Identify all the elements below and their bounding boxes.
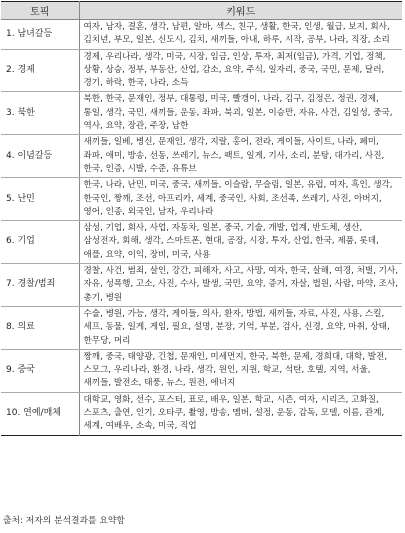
topic-cell: 7. 경찰/범죄 xyxy=(1,264,79,307)
keywords-cell: 새끼들, 일베, 병신, 문재인, 생각, 지랄, 홍어, 전라, 게이들, 사이트, 나라, 페미, 좌파, 애미, 방송, 선동, 쓰레기, 뉴스, 팩트, 일게, 기사, 소리, 분탕, 대가리, 사진, 한국, 인증, 시발, 수준, 유튜브 xyxy=(79,135,402,178)
keywords-cell: 삼성, 기업, 회사, 사업, 자동차, 일본, 중국, 기술, 개발, 업계, 반도체, 생산, 삼성전자, 회해, 생각, 스마트폰, 현대, 공장, 시장, 투자, 산업, 한국, 제품, 롯데, 애플, 요약, 이익, 장비, 미국, 사용 xyxy=(79,221,402,264)
table-row xyxy=(1,178,402,221)
table-row xyxy=(1,135,402,178)
keywords-cell: 한국, 나라, 난민, 미국, 중국, 새끼들, 이슬람, 무슬림, 일본, 유럽, 여자, 흑인, 생각, 한국인, 짱깨, 조선, 아프리카, 세계, 중국인, 사회, 조선족, 쓰레기, 사진, 아버지, 영어, 인종, 외국인, 남자, 우리나라 xyxy=(79,178,402,221)
table-row xyxy=(1,92,402,135)
keywords-cell: 북한, 한국, 문재인, 정부, 대통령, 미국, 빨갱이, 나라, 김구, 김정은, 정권, 경제, 통일, 생각, 국민, 새끼들, 운동, 좌파, 북괴, 일본, 이승만, 자유, 사건, 김일성, 중국, 역사, 요약, 장관, 주장, 남한 xyxy=(79,92,402,135)
header-topic: 토픽 xyxy=(1,2,79,20)
keywords-cell: 경찰, 사건, 범죄, 살인, 강간, 피해자, 사고, 사망, 여자, 한국, 살해, 여경, 처벌, 기사, 자유, 성폭행, 고소, 사진, 수사, 발생, 국민, 요약, 증거, 자살, 법원, 사람, 마약, 조사, 총기, 병원 xyxy=(79,264,402,307)
keywords-cell: 경제, 우리나라, 생각, 미국, 시장, 임금, 인상, 투자, 최저(임금), 가격, 기업, 정책, 상황, 상승, 정부, 부동산, 산업, 감소, 요약, 주식, 일자리, 중국, 국민, 문제, 달러, 경기, 하락, 한국, 나라, 소득 xyxy=(79,49,402,92)
topic-cell: 5. 난민 xyxy=(1,178,79,221)
topic-cell: 1. 남녀갈등 xyxy=(1,20,79,50)
keywords-cell: 수술, 병원, 가능, 생각, 게이들, 의사, 환자, 방법, 새끼들, 자료, 사진, 사용, 스킬, 세프, 동물, 일게, 게임, 필요, 설명, 분장, 기억, 부분, 검사, 신경, 요약, 마취, 상태, 한무당, 머리 xyxy=(79,306,402,349)
table-row xyxy=(1,306,402,349)
keywords-cell: 대학교, 영화, 선수, 포스터, 표로, 배우, 일본, 학교, 시즌, 여자, 시리즈, 고화질, 스포츠, 출연, 인기, 오타쿠, 촬영, 방송, 멤버, 설정, 운동, 감독, 모델, 이름, 관계, 세계, 여배우, 소속, 미국, 직업 xyxy=(83,394,385,432)
table-row xyxy=(1,20,402,50)
topic-cell: 3. 북한 xyxy=(1,92,79,135)
topic-cell: 8. 의료 xyxy=(1,306,79,349)
table-row xyxy=(1,49,402,92)
table-row xyxy=(1,264,402,307)
topic-cell: 10. 연예/매체 xyxy=(1,392,79,435)
table-header-row xyxy=(1,2,402,20)
table-row xyxy=(1,392,402,435)
header-keyword: 키워드 xyxy=(79,2,402,20)
topic-cell: 4. 이념갈등 xyxy=(1,135,79,178)
table-row xyxy=(1,349,402,392)
source-note: 출처: 저자의 분석결과를 요약함 xyxy=(3,516,125,526)
table-row xyxy=(1,221,402,264)
topic-cell: 9. 중국 xyxy=(1,349,79,392)
topic-cell: 6. 기업 xyxy=(1,221,79,264)
topic-keyword-table xyxy=(1,1,402,436)
topic-cell: 2. 경제 xyxy=(1,49,79,92)
keywords-cell: 여자, 남자, 결혼, 생각, 남편, 알바, 섹스, 친구, 생활, 한국, 인생, 월급, 보지, 회사, 김치년, 부모, 일본, 신도시, 김치, 새끼들, 아내, 하루, 시작, 공부, 나라, 직장, 소리 xyxy=(79,20,402,50)
keywords-cell: 짱깨, 중국, 태양광, 긴첩, 문재인, 미세먼지, 한국, 북한, 문제, 경희대, 대학, 발전, 스모그, 우리나라, 환경, 나라, 생각, 원인, 지원, 학교, 석탄, 호텔, 지역, 서울, 새끼들, 발전소, 태풍, 뉴스, 원전, 에너지 xyxy=(79,349,402,392)
